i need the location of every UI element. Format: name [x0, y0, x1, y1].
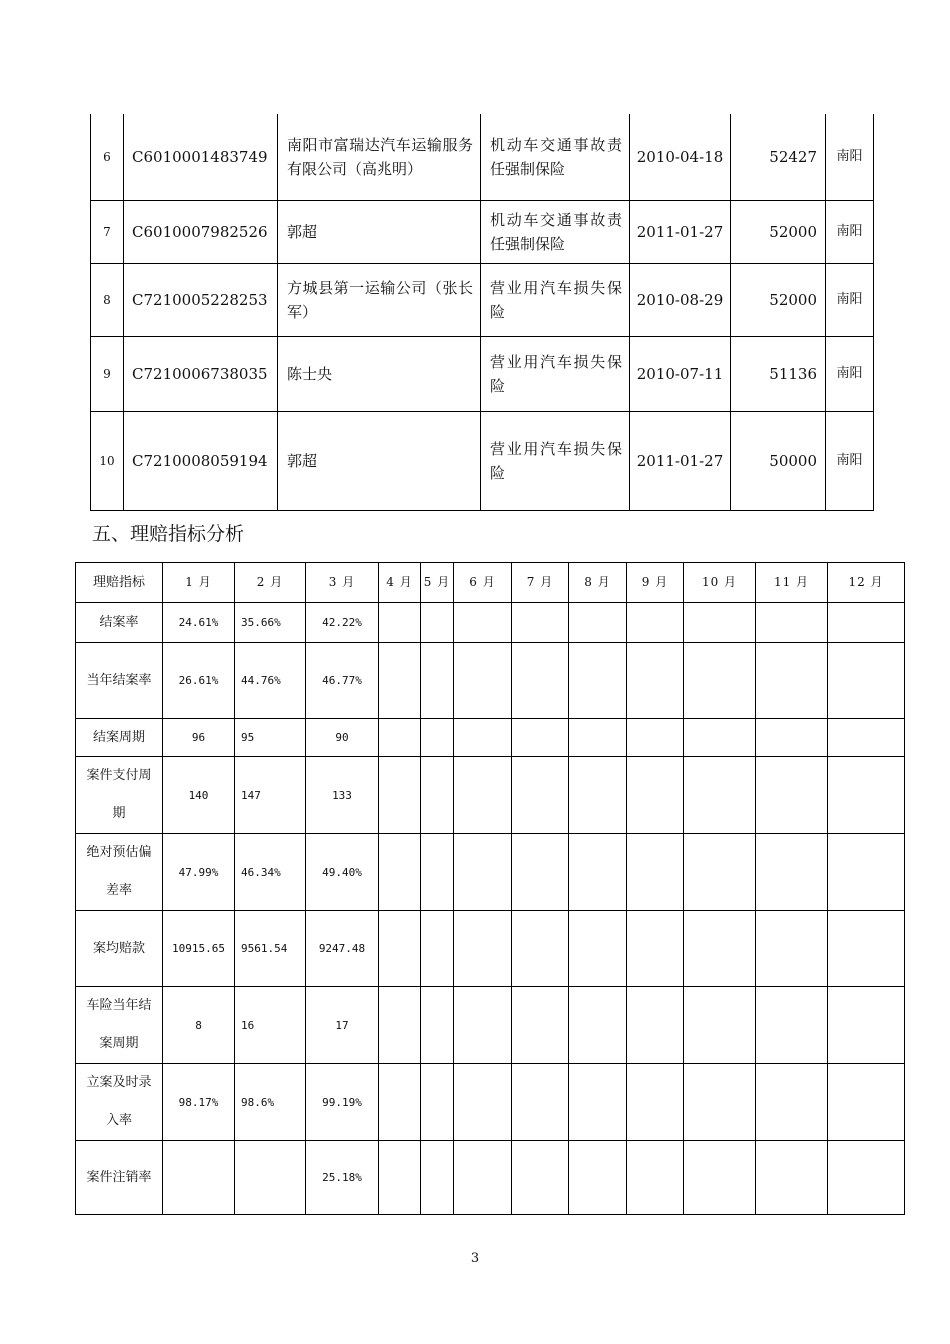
month-header: 3 月 — [306, 563, 379, 603]
insured-name: 郭超 — [278, 411, 481, 510]
table-row — [91, 263, 874, 336]
claim-amount: 50000 — [731, 411, 826, 510]
indicator-value — [421, 643, 454, 719]
table-row — [91, 114, 874, 200]
claim-no: 10 — [91, 411, 124, 510]
indicator-value: 9247.48 — [306, 911, 379, 987]
indicator-value — [512, 643, 569, 719]
indicator-value — [235, 1141, 306, 1215]
table-row — [91, 200, 874, 263]
insurance-type: 机动车交通事故责任强制保险 — [481, 114, 630, 200]
claim-region: 南阳 — [826, 263, 874, 336]
indicator-label: 案件支付周期 — [76, 757, 163, 834]
indicator-value — [379, 757, 421, 834]
indicator-value — [627, 987, 684, 1064]
indicator-row — [76, 643, 905, 719]
indicator-value: 25.18% — [306, 1141, 379, 1215]
indicator-value: 9561.54 — [235, 911, 306, 987]
month-header: 6 月 — [454, 563, 512, 603]
indicator-value — [828, 987, 905, 1064]
claim-region: 南阳 — [826, 411, 874, 510]
claim-date: 2011-01-27 — [630, 200, 731, 263]
claim-no: 7 — [91, 200, 124, 263]
indicator-value — [512, 987, 569, 1064]
indicator-value — [569, 757, 627, 834]
indicator-value — [421, 603, 454, 643]
indicator-value — [421, 911, 454, 987]
indicator-value: 44.76% — [235, 643, 306, 719]
indicator-value — [569, 834, 627, 911]
indicator-value — [756, 1064, 828, 1141]
indicator-value — [512, 603, 569, 643]
indicator-value — [684, 643, 756, 719]
page-number: 3 — [470, 1251, 480, 1266]
indicator-value: 49.40% — [306, 834, 379, 911]
indicator-value: 98.6% — [235, 1064, 306, 1141]
indicator-value — [512, 719, 569, 757]
claim-amount: 52427 — [731, 114, 826, 200]
indicator-value: 26.61% — [163, 643, 235, 719]
indicator-value: 10915.65 — [163, 911, 235, 987]
indicator-label: 当年结案率 — [76, 643, 163, 719]
claim-region: 南阳 — [826, 336, 874, 411]
indicator-value — [569, 719, 627, 757]
insured-name: 方城县第一运输公司（张长军） — [278, 263, 481, 336]
indicator-value: 98.17% — [163, 1064, 235, 1141]
month-header: 9 月 — [627, 563, 684, 603]
indicator-value — [828, 1141, 905, 1215]
indicator-value — [454, 911, 512, 987]
claim-code: C7210008059194 — [124, 411, 278, 510]
insurance-type: 营业用汽车损失保险 — [481, 263, 630, 336]
claim-date: 2010-07-11 — [630, 336, 731, 411]
indicator-value — [684, 987, 756, 1064]
indicator-value — [627, 911, 684, 987]
indicator-row — [76, 757, 905, 834]
indicator-value: 147 — [235, 757, 306, 834]
indicator-value — [684, 1064, 756, 1141]
indicator-value — [756, 834, 828, 911]
indicator-value — [421, 757, 454, 834]
indicator-value — [684, 719, 756, 757]
indicator-value: 17 — [306, 987, 379, 1064]
indicator-value — [454, 603, 512, 643]
indicator-value — [828, 643, 905, 719]
indicator-value — [379, 719, 421, 757]
indicator-value: 42.22% — [306, 603, 379, 643]
indicator-value: 24.61% — [163, 603, 235, 643]
indicator-value — [828, 834, 905, 911]
indicator-value — [627, 1141, 684, 1215]
indicator-label: 案均赔款 — [76, 911, 163, 987]
claim-date: 2011-01-27 — [630, 411, 731, 510]
indicator-value — [684, 1141, 756, 1215]
indicator-value — [454, 757, 512, 834]
indicator-header: 理赔指标 — [76, 563, 163, 603]
claim-no: 9 — [91, 336, 124, 411]
indicator-value — [379, 1141, 421, 1215]
indicator-row — [76, 603, 905, 643]
indicator-row — [76, 987, 905, 1064]
indicator-value — [421, 1141, 454, 1215]
claim-code: C6010007982526 — [124, 200, 278, 263]
indicator-value — [627, 719, 684, 757]
table-row — [91, 336, 874, 411]
indicator-value: 8 — [163, 987, 235, 1064]
indicator-value — [627, 1064, 684, 1141]
indicator-value — [454, 643, 512, 719]
indicator-value: 46.77% — [306, 643, 379, 719]
indicator-value — [627, 643, 684, 719]
indicator-value: 96 — [163, 719, 235, 757]
indicator-value: 46.34% — [235, 834, 306, 911]
indicator-value — [512, 757, 569, 834]
indicator-value — [684, 757, 756, 834]
indicator-value — [421, 834, 454, 911]
month-header: 1 月 — [163, 563, 235, 603]
month-header: 5 月 — [421, 563, 454, 603]
claim-amount: 51136 — [731, 336, 826, 411]
indicator-value — [828, 603, 905, 643]
indicator-value: 90 — [306, 719, 379, 757]
indicator-value — [828, 1064, 905, 1141]
table-row — [91, 411, 874, 510]
indicator-value — [454, 719, 512, 757]
indicator-value: 99.19% — [306, 1064, 379, 1141]
claim-date: 2010-08-29 — [630, 263, 731, 336]
indicator-value — [454, 1064, 512, 1141]
indicator-value — [756, 1141, 828, 1215]
indicator-label: 结案率 — [76, 603, 163, 643]
insured-name: 陈士央 — [278, 336, 481, 411]
indicator-row — [76, 834, 905, 911]
indicator-value — [627, 603, 684, 643]
indicator-label: 案件注销率 — [76, 1141, 163, 1215]
indicator-value: 133 — [306, 757, 379, 834]
indicator-label: 立案及时录入率 — [76, 1064, 163, 1141]
indicator-value — [163, 1141, 235, 1215]
indicator-value — [627, 834, 684, 911]
month-header: 2 月 — [235, 563, 306, 603]
indicator-value — [569, 603, 627, 643]
indicator-value — [756, 643, 828, 719]
indicator-value — [756, 603, 828, 643]
claim-no: 8 — [91, 263, 124, 336]
month-header: 12 月 — [828, 563, 905, 603]
insured-name: 郭超 — [278, 200, 481, 263]
claim-code: C7210006738035 — [124, 336, 278, 411]
claim-amount: 52000 — [731, 263, 826, 336]
indicator-value — [828, 911, 905, 987]
indicator-value: 47.99% — [163, 834, 235, 911]
indicator-value — [512, 1141, 569, 1215]
indicator-label: 车险当年结案周期 — [76, 987, 163, 1064]
indicator-label: 绝对预估偏差率 — [76, 834, 163, 911]
indicator-value — [454, 1141, 512, 1215]
indicator-value — [569, 987, 627, 1064]
indicator-value — [421, 1064, 454, 1141]
month-header: 8 月 — [569, 563, 627, 603]
month-header: 11 月 — [756, 563, 828, 603]
indicator-value — [512, 911, 569, 987]
indicator-value — [828, 719, 905, 757]
indicator-value — [569, 1141, 627, 1215]
indicator-value — [512, 834, 569, 911]
month-header: 4 月 — [379, 563, 421, 603]
indicator-value — [454, 987, 512, 1064]
indicator-value — [684, 603, 756, 643]
indicator-value: 16 — [235, 987, 306, 1064]
indicator-value — [684, 834, 756, 911]
indicator-value — [756, 757, 828, 834]
claim-region: 南阳 — [826, 114, 874, 200]
indicator-value: 140 — [163, 757, 235, 834]
month-header: 10 月 — [684, 563, 756, 603]
indicator-value — [379, 911, 421, 987]
claim-code: C7210005228253 — [124, 263, 278, 336]
indicator-value — [756, 719, 828, 757]
indicator-label: 结案周期 — [76, 719, 163, 757]
indicator-row — [76, 1141, 905, 1215]
indicator-value — [684, 911, 756, 987]
indicator-value — [379, 603, 421, 643]
indicator-value: 35.66% — [235, 603, 306, 643]
insurance-type: 机动车交通事故责任强制保险 — [481, 200, 630, 263]
indicator-row — [76, 911, 905, 987]
indicator-value — [421, 987, 454, 1064]
indicator-value — [421, 719, 454, 757]
indicator-table — [75, 562, 905, 1215]
indicator-value — [756, 911, 828, 987]
indicator-value — [379, 643, 421, 719]
indicator-value — [569, 911, 627, 987]
indicator-value — [454, 834, 512, 911]
indicator-value — [379, 1064, 421, 1141]
insurance-type: 营业用汽车损失保险 — [481, 336, 630, 411]
section-title: 五、理赔指标分析 — [92, 523, 245, 545]
claim-no: 6 — [91, 114, 124, 200]
insured-name: 南阳市富瑞达汽车运输服务有限公司（高兆明） — [278, 114, 481, 200]
indicator-row — [76, 1064, 905, 1141]
claim-amount: 52000 — [731, 200, 826, 263]
claims-table — [90, 114, 874, 511]
indicator-value — [627, 757, 684, 834]
indicator-value: 95 — [235, 719, 306, 757]
month-header: 7 月 — [512, 563, 569, 603]
indicator-value — [379, 987, 421, 1064]
indicator-value — [756, 987, 828, 1064]
indicator-value — [569, 643, 627, 719]
indicator-value — [379, 834, 421, 911]
indicator-row — [76, 719, 905, 757]
indicator-value — [828, 757, 905, 834]
claim-region: 南阳 — [826, 200, 874, 263]
indicator-value — [569, 1064, 627, 1141]
insurance-type: 营业用汽车损失保险 — [481, 411, 630, 510]
claim-code: C6010001483749 — [124, 114, 278, 200]
indicator-value — [512, 1064, 569, 1141]
claim-date: 2010-04-18 — [630, 114, 731, 200]
